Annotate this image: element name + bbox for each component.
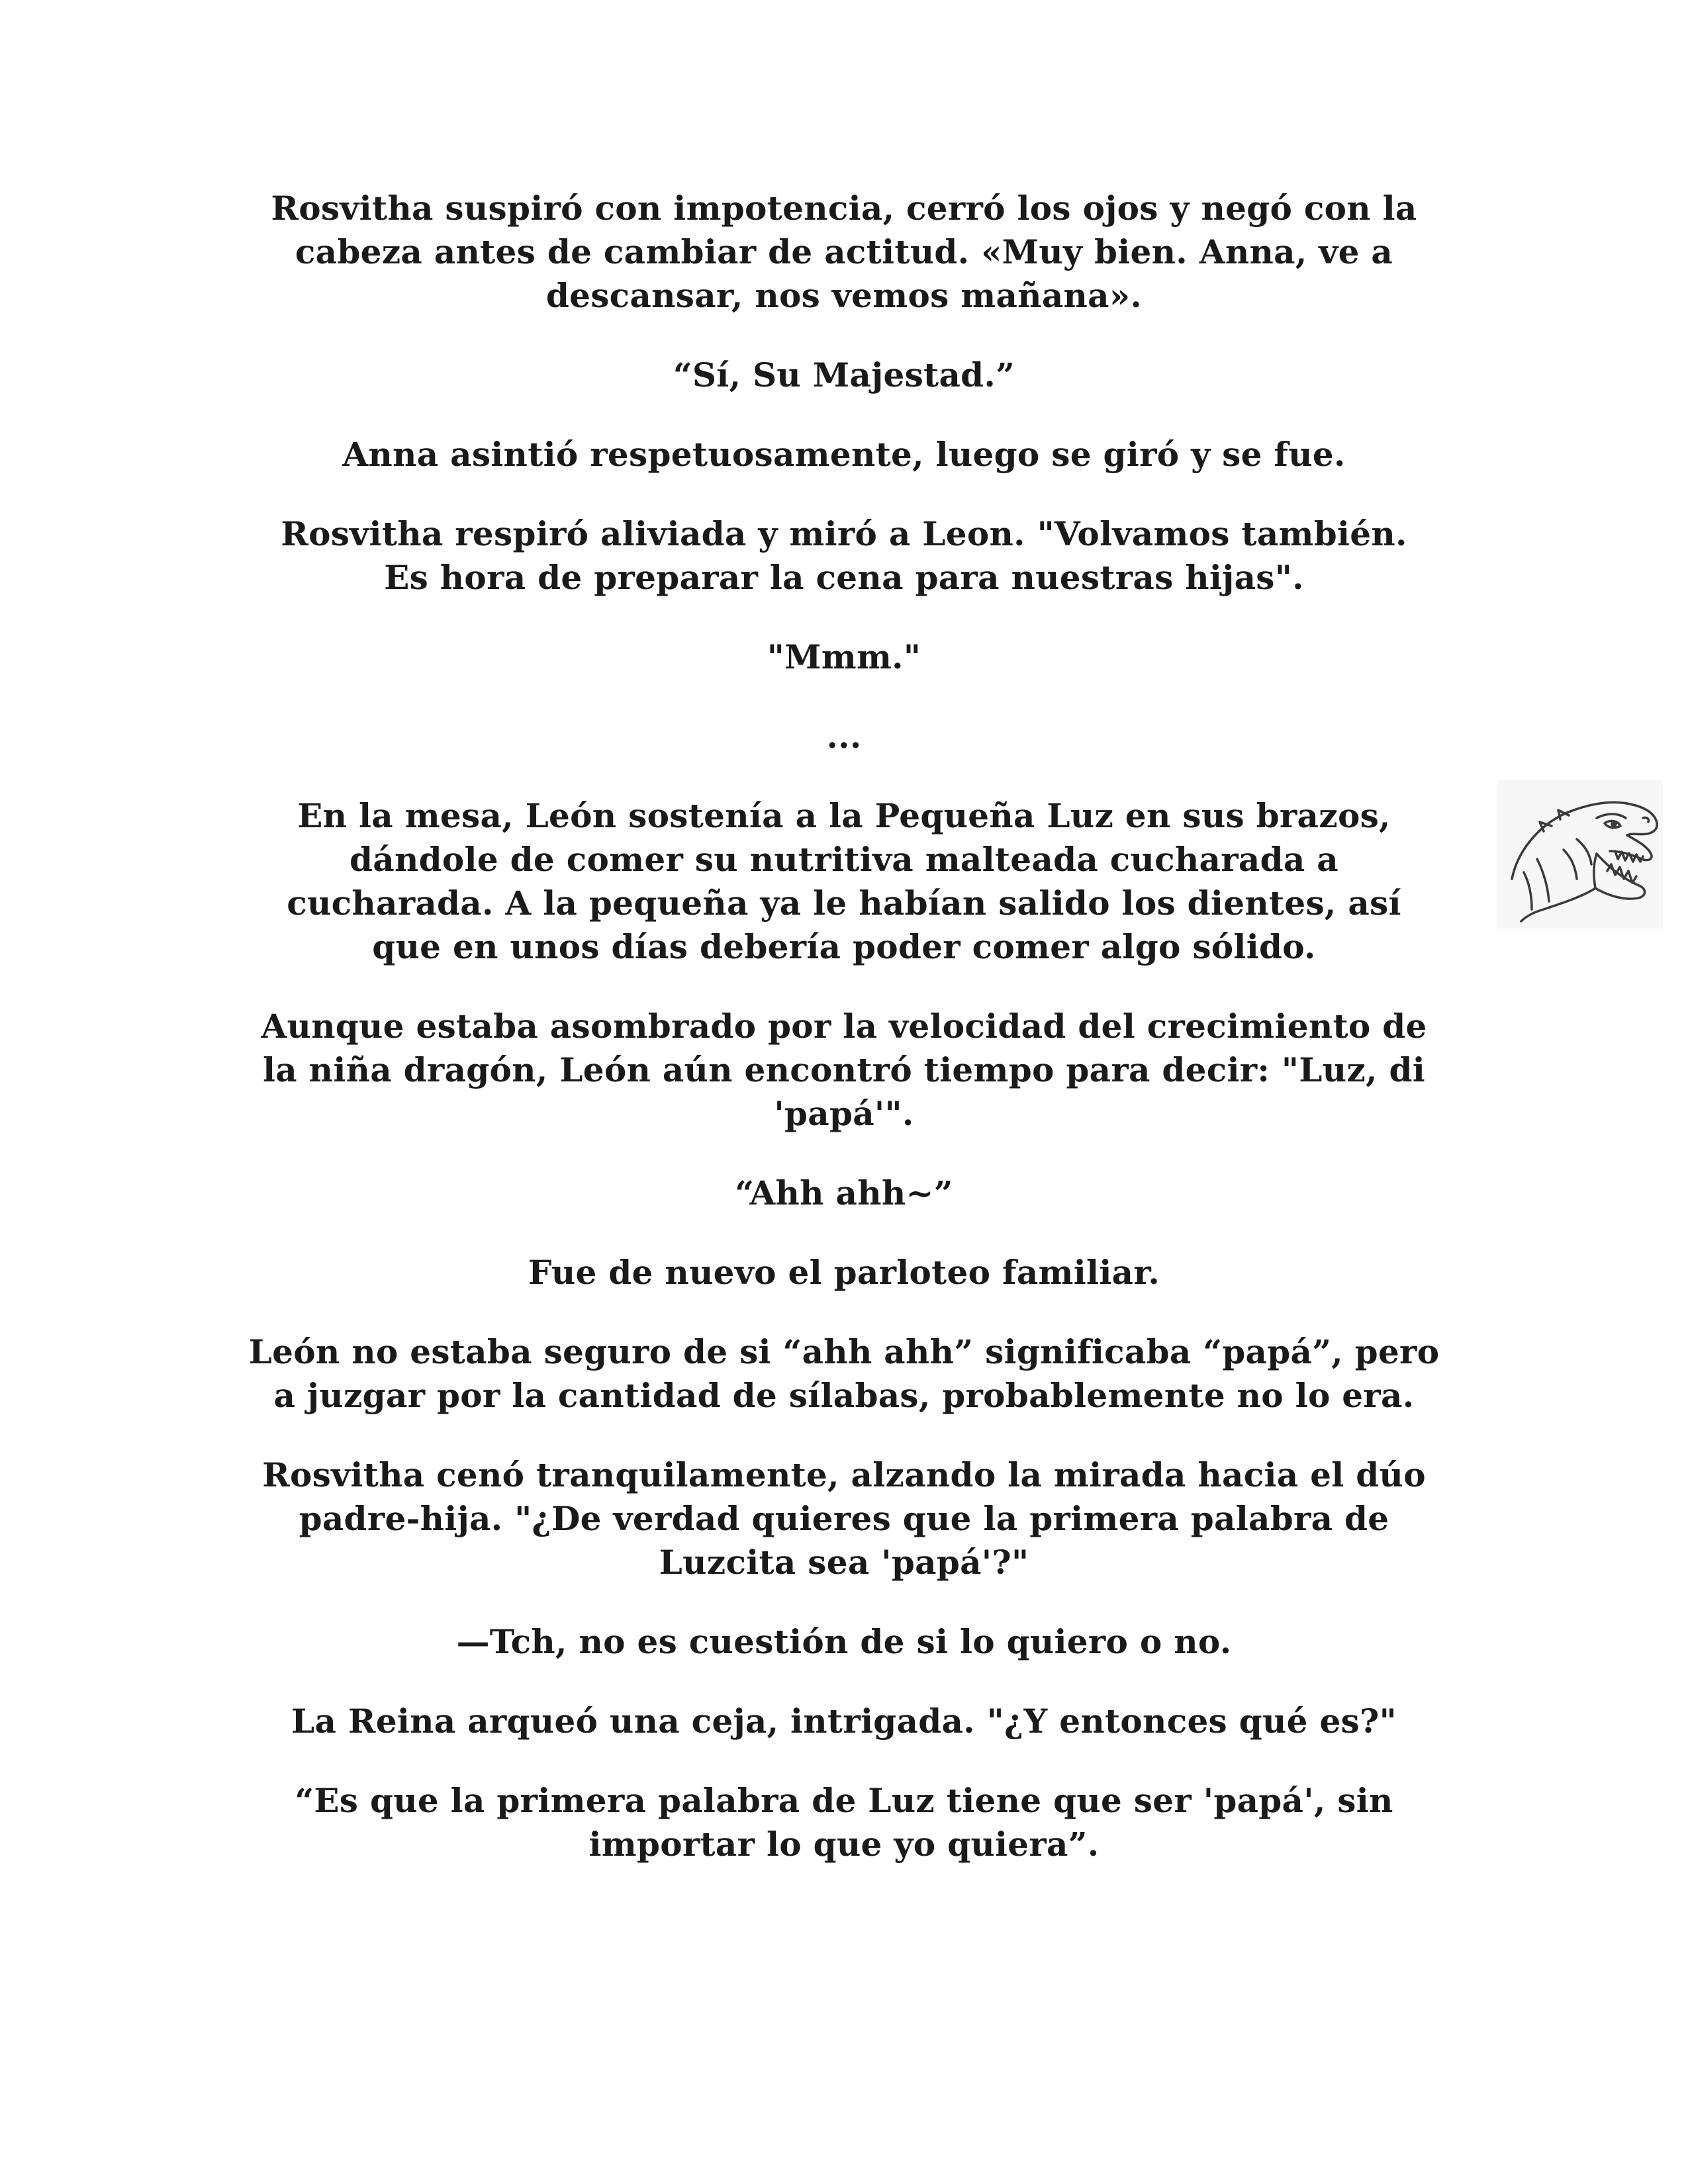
text-line: "Mmm." xyxy=(767,637,921,676)
paragraph xyxy=(225,512,1463,600)
text-line: Anna asintió respetuosamente, luego se giró y se fue. xyxy=(342,435,1346,474)
text-line: La Reina arqueó una ceja, intrigada. "¿Y entonces qué es?" xyxy=(291,1702,1397,1741)
text-line: cucharada. A la pequeña ya le habían salido los dientes, así xyxy=(287,884,1401,923)
text-line: Rosvitha respiró aliviada y miró a Leon. "Volvamos también. xyxy=(281,514,1407,553)
paragraph xyxy=(225,433,1463,477)
text-line: Rosvitha suspiró con impotencia, cerró los ojos y negó con la xyxy=(271,189,1417,228)
paragraph xyxy=(225,635,1463,679)
dinosaur-head-drawing xyxy=(1497,780,1663,929)
paragraph xyxy=(225,1171,1463,1215)
paragraph xyxy=(225,187,1463,318)
text-line: que en unos días debería poder comer algo sólido. xyxy=(372,927,1316,966)
text-line: León no estaba seguro de si “ahh ahh” significaba “papá”, pero xyxy=(248,1332,1440,1371)
text-line: 'papá'". xyxy=(774,1094,914,1133)
text-line: cabeza antes de cambiar de actitud. «Muy bien. Anna, ve a xyxy=(295,232,1393,271)
paragraph xyxy=(225,1005,1463,1136)
text-line: Es hora de preparar la cena para nuestras hijas". xyxy=(384,558,1304,597)
text-line: En la mesa, León sostenía a la Pequeña Luz en sus brazos, xyxy=(297,796,1391,835)
paragraph xyxy=(225,1251,1463,1295)
dinosaur-head-icon xyxy=(1497,780,1663,929)
text-line: “Sí, Su Majestad.” xyxy=(673,355,1015,394)
paragraph xyxy=(225,1620,1463,1664)
text-line: Luzcita sea 'papá'?" xyxy=(659,1543,1029,1582)
text-line: “Ahh ahh~” xyxy=(735,1173,953,1212)
text-line: a juzgar por la cantidad de sílabas, probablemente no lo era. xyxy=(273,1376,1415,1415)
text-line: —Tch, no es cuestión de si lo quiero o no. xyxy=(456,1622,1232,1661)
text-line: dándole de comer su nutritiva malteada cucharada a xyxy=(350,840,1338,879)
paragraph xyxy=(225,1779,1463,1866)
text-line: Aunque estaba asombrado por la velocidad del crecimiento de xyxy=(261,1007,1427,1046)
paragraph xyxy=(225,715,1463,758)
text-line: importar lo que yo quiera”. xyxy=(588,1825,1100,1864)
text-line: la niña dragón, León aún encontró tiempo para decir: "Luz, di xyxy=(262,1050,1426,1089)
paragraph xyxy=(225,353,1463,397)
text-line: padre-hija. "¿De verdad quieres que la primera palabra de xyxy=(299,1499,1389,1538)
paragraph xyxy=(225,1700,1463,1743)
text-line: Rosvitha cenó tranquilamente, alzando la mirada hacia el dúo xyxy=(262,1455,1426,1494)
text-line: “Es que la primera palabra de Luz tiene que ser 'papá', sin xyxy=(295,1781,1393,1820)
text-line: ... xyxy=(826,717,862,756)
text-line: Fue de nuevo el parloteo familiar. xyxy=(528,1253,1160,1292)
text-line: descansar, nos vemos mañana». xyxy=(545,276,1143,315)
paragraph xyxy=(225,1330,1463,1418)
paragraph xyxy=(225,1453,1463,1584)
paragraph xyxy=(225,794,1463,969)
body-text xyxy=(225,187,1463,1902)
